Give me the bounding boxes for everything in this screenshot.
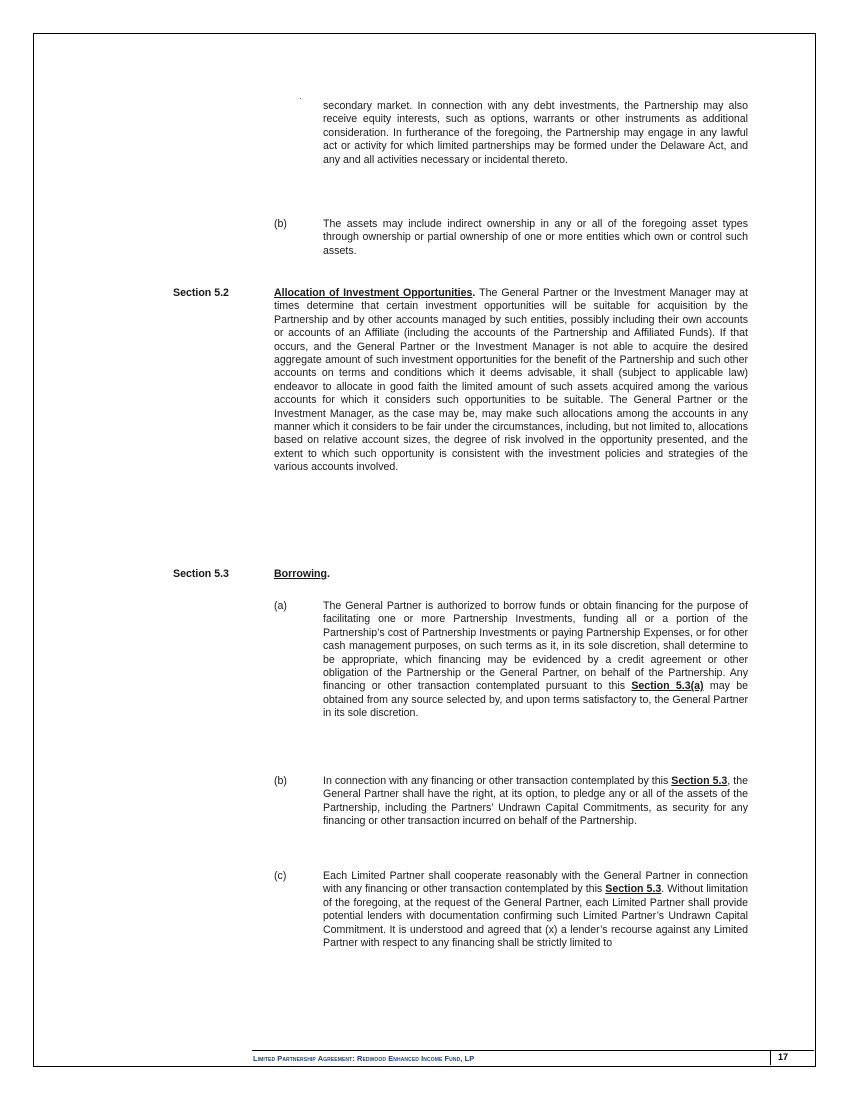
page-number: 17	[778, 1052, 789, 1062]
section-5-3-heading: Borrowing	[274, 568, 327, 580]
item-b-label: (b)	[274, 218, 287, 230]
item-b2-paragraph: In connection with any financing or other transaction contemplated by this Section 5.3, the General Partner shall have the right, at its option, to pledge any or all of the assets of the Partnership, including the Partners’ Undrawn Capital Commitments, as security for any financing or other transaction incurred on behalf of the Partnership.	[323, 775, 748, 828]
item-a-paragraph: The General Partner is authorized to borrow funds or obtain financing for the purpose of facilitating one or more Partnership Investments, funding all or a portion of the Partnership’s cost of Partnership Investments or paying Partnership Expenses, or for other cash management purposes, on such terms as it, in its sole discretion, shall determine to be appropriate, which financing may be evidenced by a credit agreement or other obligation of the Partnership or the General Partner, on behalf of the Partnership. Any financing or other transaction contemplated pursuant to this Section 5.3(a) may be obtained from any source selected by, and upon terms satisfactory to, the General Partner in its sole discretion.	[323, 600, 748, 720]
item-c-paragraph: Each Limited Partner shall cooperate reasonably with the General Partner in connection with any financing or other transaction contemplated by this Section 5.3. Without limitation of the foregoing, at the request of the General Partner, each Limited Partner shall provide potential lenders with documentation confirming such Limited Partner’s Undrawn Capital Commitment. It is understood and agreed that (x) a lender’s recourse against any Limited Partner with respect to any financing shall be strictly limited to	[323, 870, 749, 950]
footer-document-title: Limited Partnership Agreement: Redwood Enhanced Income Fund, LP	[253, 1054, 475, 1063]
section-5-3a-reference: Section 5.3(a)	[631, 680, 704, 693]
item-b2-label: (b)	[274, 775, 287, 787]
section-5-3-heading-line: Borrowing.	[274, 568, 330, 580]
continuation-paragraph: secondary market. In connection with any debt investments, the Partnership may also receive equity interests, such as options, warrants or other instruments as additional consideration. In furtherance of the foregoing, the Partnership may engage in any lawful act or activity for which limited partnerships may be formed under the Delaware Act, and any and all activities necessary or incidental thereto.	[323, 100, 748, 166]
section-5-3-reference-c: Section 5.3	[605, 883, 662, 896]
section-5-2-body: The General Partner or the Investment Manager may at times determine that certain investment opportunities will be suitable for acquisition by the Partnership and by other accounts managed by such entities, possibly including their own accounts or accounts of an Affiliate (including the accounts of the Partnership and Affiliated Funds). If that occurs, and the General Partner or the Investment Manager is not able to acquire the desired aggregate amount of such investment opportunities for the benefit of the Partnership and such other accounts on terms and conditions which it deems advisable, it shall (subject to applicable law) endeavor to allocate in good faith the limited amount of such assets acquired among the various accounts for which it considers such opportunities to be suitable. The General Partner or the Investment Manager, as the case may be, may make such allocations among the accounts in any manner which it considers to be fair under the circumstances, including, but not limited to, allocations based on relative account sizes, the degree of risk involved in the opportunity presented, and the extent to which such opportunity is consistent with the investment policies and strategies of the various accounts involved.	[274, 287, 749, 474]
section-5-2-paragraph: Allocation of Investment Opportunities. The General Partner or the Investment Manager may at times determine that certain investment opportunities will be suitable for acquisition by the Partnership and by other accounts managed by such entities, possibly including their own accounts or accounts of an Affiliate (including the accounts of the Partnership and Affiliated Funds). If that occurs, and the General Partner or the Investment Manager is not able to acquire the desired aggregate amount of such investment opportunities for the benefit of the Partnership and such other accounts on terms and conditions which it deems advisable, it shall (subject to applicable law) endeavor to allocate in good faith the limited amount of such assets acquired among the various accounts for which it considers such opportunities to be suitable. The General Partner or the Investment Manager, as the case may be, may make such allocations among the accounts in any manner which it considers to be fair under the circumstances, including, but not limited to, allocations based on relative account sizes, the degree of risk involved in the opportunity presented, and the extent to which such opportunity is consistent with the investment policies and strategies of the various accounts involved.	[274, 287, 749, 474]
stray-mark	[300, 98, 301, 99]
item-b-paragraph: The assets may include indirect ownership in any or all of the foregoing asset types through ownership or partial ownership of one or more entities which own or control such assets.	[323, 218, 748, 257]
section-5-3-reference-b: Section 5.3	[671, 775, 728, 787]
section-5-2-label: Section 5.2	[173, 287, 229, 299]
footer-rule	[252, 1050, 814, 1051]
section-5-2-heading: Allocation of Investment Opportunities	[274, 287, 473, 299]
item-c-label: (c)	[274, 870, 287, 882]
section-5-3-label: Section 5.3	[173, 568, 229, 580]
item-a-label: (a)	[274, 600, 287, 612]
footer-separator	[770, 1051, 771, 1065]
